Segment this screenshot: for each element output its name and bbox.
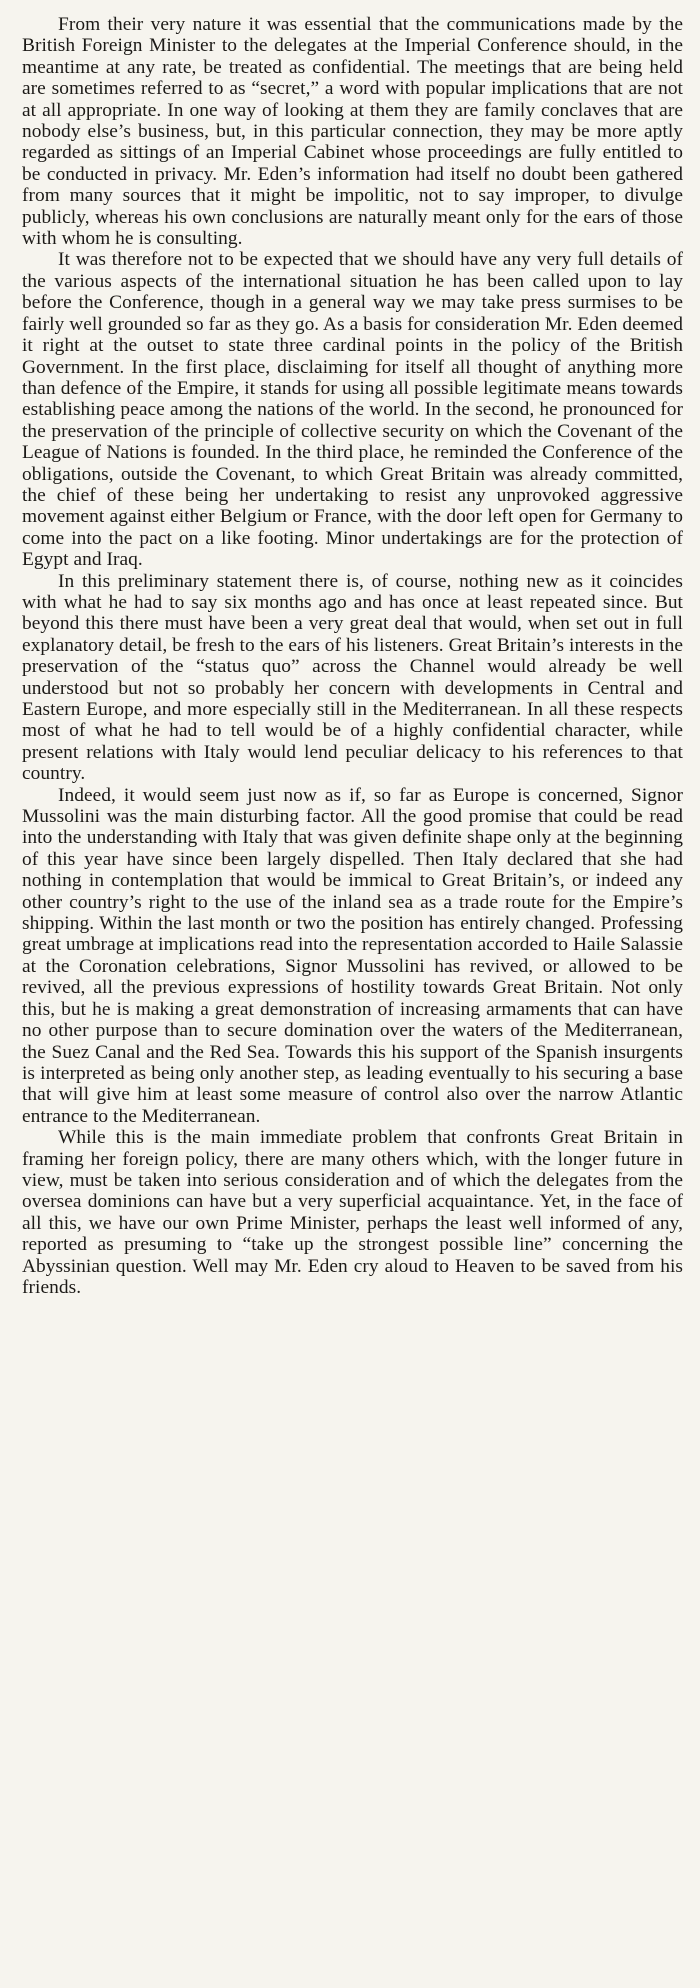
article-paragraph-5: While this is the main immediate problem that confronts Great Britain in framing her foreign policy, there are many others which, with the longer future in view, must be taken into serious consideration and of which the delegates from the oversea dominions can have but a very superficial acquaintance. Yet, in the face of all this, we have our own Prime Minister, perhaps the least well informed of any, reported as presuming to “take up the strongest possible line” concerning the Abyssinian question. Well may Mr. Eden cry aloud to Heaven to be saved from his friends. [22, 1127, 683, 1298]
article-paragraph-1: From their very nature it was essential that the communications made by the British Foreign Minister to the delegates at the Imperial Conference should, in the meantime at any rate, be treated as confidential. The meetings that are being held are sometimes referred to as “secret,” a word with popular implications that are not at all appropriate. In one way of looking at them they are family conclaves that are nobody else’s business, but, in this particular connection, they may be more aptly regarded as sittings of an Imperial Cabinet whose proceedings are fully entitled to be conducted in privacy. Mr. Eden’s information had itself no doubt been gathered from many sources that it might be impolitic, not to say improper, to divulge publicly, whereas his own conclusions are naturally meant only for the ears of those with whom he is consulting. [22, 14, 683, 250]
article-paragraph-2: It was therefore not to be expected that we should have any very full details of the various aspects of the international situation he has been called upon to lay before the Conference, though in a general way we may take press surmises to be fairly well grounded so far as they go. As a basis for consideration Mr. Eden deemed it right at the outset to state three cardinal points in the policy of the British Government. In the first place, disclaiming for itself all thought of anything more than defence of the Empire, it stands for using all possible legitimate means towards establishing peace among the nations of the world. In the second, he pronounced for the preservation of the principle of collective security on which the Covenant of the League of Nations is founded. In the third place, he reminded the Conference of the obligations, outside the Covenant, to which Great Britain was already committed, the chief of these being her undertaking to resist any unprovoked aggressive movement against either Belgium or France, with the door left open for Germany to come into the pact on a like footing. Minor undertakings are for the protection of Egypt and Iraq. [22, 249, 683, 571]
article-paragraph-3: In this preliminary statement there is, of course, nothing new as it coincides with what he had to say six months ago and has once at least repeated since. But beyond this there must have been a very great deal that would, when set out in full explanatory detail, be fresh to the ears of his listeners. Great Britain’s interests in the preservation of the “status quo” across the Channel would already be well understood but not so probably her concern with developments in Central and Eastern Europe, and more especially still in the Mediterranean. In all these respects most of what he had to tell would be of a highly confidential character, while present relations with Italy would lend peculiar delicacy to his references to that country. [22, 570, 683, 785]
article-paragraph-4: Indeed, it would seem just now as if, so far as Europe is concerned, Signor Mussolini was the main disturbing factor. All the good promise that could be read into the understanding with Italy that was given definite shape only at the beginning of this year have since been largely dispelled. Then Italy declared that she had nothing in contemplation that would be immical to Great Britain’s, or indeed any other country’s right to the use of the inland sea as a trade route for the Empire’s shipping. Within the last month or two the position has entirely changed. Professing great umbrage at implications read into the representation accorded to Haile Salassie at the Coronation celebrations, Signor Mussolini has revived, or allowed to be revived, all the previous expressions of hostility towards Great Britain. Not only this, but he is making a great demonstration of increasing armaments that can have no other purpose than to secure domination over the waters of the Mediterranean, the Suez Canal and the Red Sea. Towards this his support of the Spanish insurgents is interpreted as being only another step, as leading eventually to his securing a base that will give him at least some measure of control also over the narrow Atlantic entrance to the Mediterranean. [22, 784, 683, 1127]
